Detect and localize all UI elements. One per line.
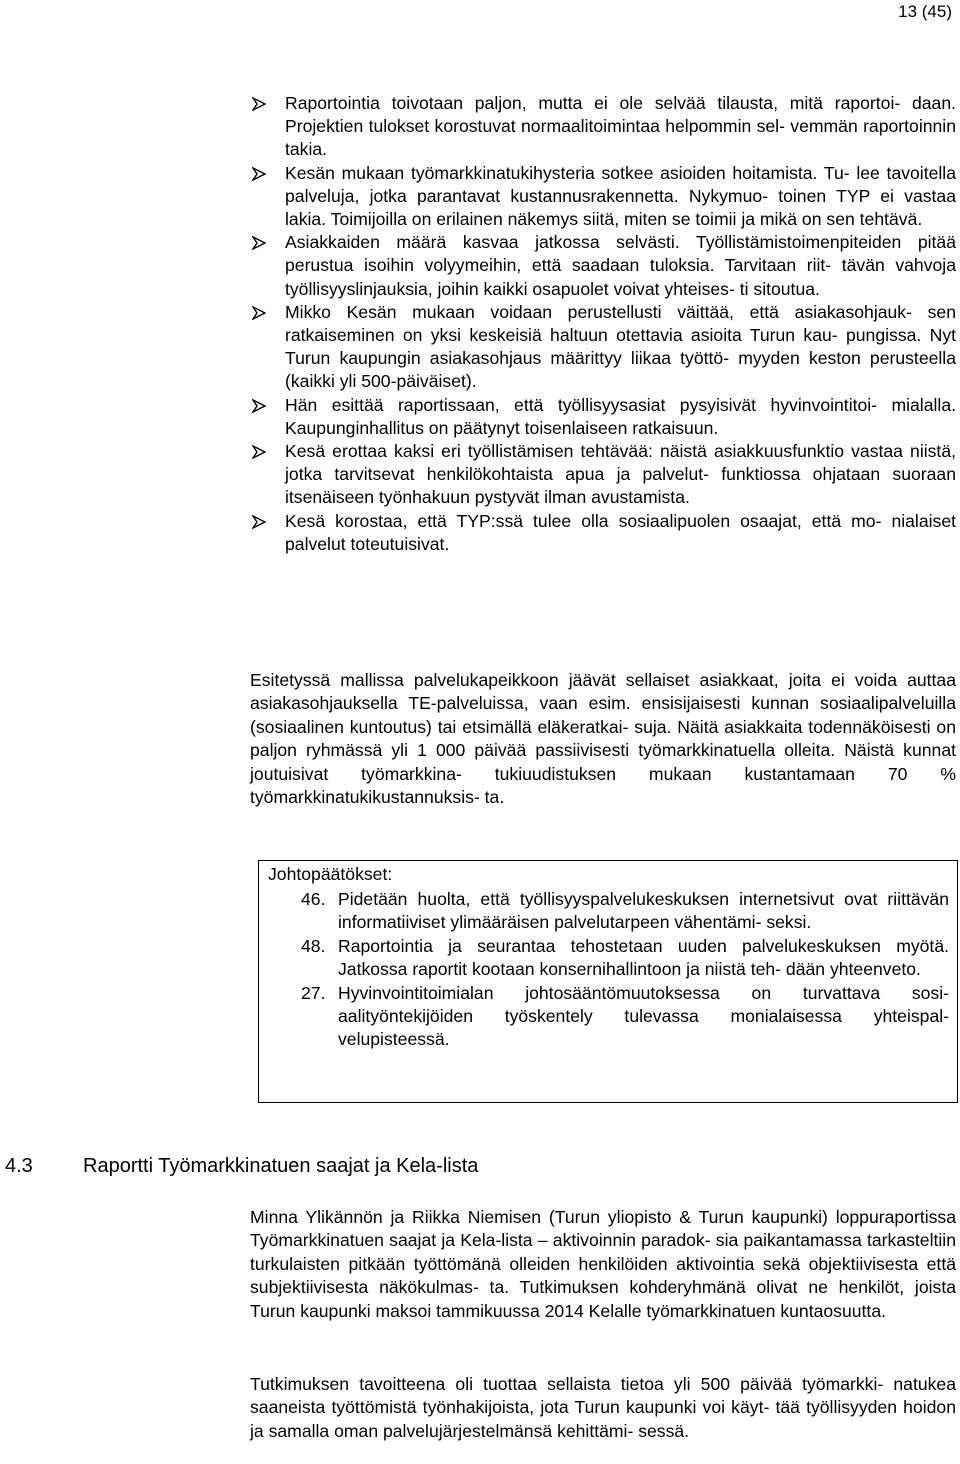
arrow-bullet-icon [252, 306, 266, 320]
conclusion-item [259, 982, 949, 1052]
section-number: 4.3 [5, 1155, 33, 1177]
bullet-item [250, 231, 956, 301]
arrow-bullet-icon [252, 236, 266, 250]
conclusion-number: 48. [301, 935, 326, 956]
bullet-item [250, 162, 956, 232]
page-number: 13 (45) [898, 2, 952, 21]
bullet-item [250, 440, 956, 510]
bullet-item [250, 301, 956, 394]
conclusion-item [259, 935, 949, 982]
bullet-text: Mikko Kesän mukaan voidaan perustellusti väittää, että asiakasohjauk- sen ratkaiseminen on yksi keskeisiä haltuun otettavia asioita Turun kau- pungissa. Nyt Turun kaupungin asiakasohjaus määrittyy liikaa työttö- myyden keston perusteella (kaikki yli 500-päiväiset). [285, 301, 956, 392]
bullet-text: Kesän mukaan työmarkkinatukihysteria sotkee asioiden hoitamista. Tu- lee tavoitella palveluja, jotka parantavat kustannusrakennetta. Nykymuo- toinen TYP ei vastaa lakia. Toimijoilla on erilainen näkemys siitä, miten se toimii ja mikä on sen tehtävä. [285, 162, 956, 230]
body-paragraph: Minna Ylikännön ja Riikka Niemisen (Turun yliopisto & Turun kaupunki) loppuraportissa Työmarkkinatuen saajat ja Kela-lista – aktivoinnin paradok- sia paikantamassa tarkasteltiin turkulaisten pitkään työttömänä olleiden henkilöiden aktivointia sekä objektiivisesta että subjektiivisesta näkökulmas- ta. Tutkimuksen kohderyhmänä olivat ne henkilöt, joista Turun kaupunki maksoi tammikuussa 2014 Kelalle työmarkkinatuen kuntaosuutta. [250, 1207, 956, 1321]
conclusion-number: 27. [301, 982, 326, 1003]
arrow-bullet-icon [252, 445, 266, 459]
bullet-text: Asiakkaiden määrä kasvaa jatkossa selvästi. Työllistämistoimenpiteiden pitää perustua isoihin volyymeihin, että saadaan tuloksia. Tarvitaan riit- tävän vahvoja työllisyyslinjauksia, joihin kaikki osapuolet voivat yhteises- ti sitoutua. [285, 232, 956, 299]
bullet-text: Raportointia toivotaan paljon, mutta ei ole selvää tilausta, mitä raportoi- daan. Projektien tulokset korostuvat normaalitoimintaa helpommin sel- vemmän raportoinnin takia. [285, 93, 956, 160]
section-heading [5, 1153, 905, 1179]
section-title: Raportti Työmarkkinatuen saajat ja Kela-lista [83, 1155, 479, 1177]
arrow-bullet-icon [252, 399, 266, 413]
conclusions-box [258, 860, 958, 1103]
body-paragraph: Tutkimuksen tavoitteena oli tuottaa sellaista tietoa yli 500 päivää työmarkki- natukea saaneista työttömistä työnhakijoista, jota Turun kaupunki voi käyt- tää työllisyyden hoidon ja samalla oman palvelujärjestelmänsä kehittämi- sessä. [250, 1374, 956, 1441]
bullet-text: Kesä erottaa kaksi eri työllistämisen tehtävää: näistä asiakkuusfunktio vastaa niistä, jotka tarvitsevat henkilökohtaista apua ja palvelut- funktiossa ohjataan suoraan itsenäiseen työnhakuun pystyvät ilman avustamista. [285, 441, 956, 508]
conclusion-text: Raportointia ja seurantaa tehostetaan uuden palvelukeskuksen myötä. Jatkossa raportit kootaan konsernihallintoon ja niistä teh- dään yhteenveto. [338, 935, 949, 980]
bullet-list [250, 92, 956, 556]
conclusions-title: Johtopäätökset: [268, 864, 393, 884]
conclusion-text: Hyvinvointitoimialan johtosääntömuutoksessa on turvattava sosi- aalityöntekijöiden työskentely tulevassa monialaisessa yhteispal- velupisteessä. [338, 982, 949, 1050]
conclusions-list [259, 888, 949, 1052]
conclusion-text: Pidetään huolta, että työllisyyspalvelukeskuksen internetsivut ovat riittävän informatiiviset ylimääräisen palvelutarpeen vähentämi- seksi. [338, 889, 949, 933]
arrow-bullet-icon [252, 97, 266, 111]
bullet-item [250, 510, 956, 556]
bullet-item [250, 92, 956, 162]
conclusion-number: 46. [301, 889, 326, 909]
bullet-text: Hän esittää raportissaan, että työllisyysasiat pysyisivät hyvinvointitoi- mialalla. Kaupunginhallitus on päätynyt toisenlaiseen ratkaisuun. [285, 394, 956, 438]
arrow-bullet-icon [252, 167, 266, 181]
body-paragraph: Esitetyssä mallissa palvelukapeikkoon jäävät sellaiset asiakkaat, joita ei voida auttaa asiakasohjauksella TE-palveluissa, vaan esim. ensisijaisesti kunnan sosiaalipalveluilla (sosiaalinen kuntoutus) tai etsimällä eläkeratkai- suja. Näitä asiakkaita todennäköisesti on paljon ryhmässä yli 1 000 päivää passiivisesti työmarkkinatuella olleita. Näistä kunnat joutuisivat työmarkkina- tukiuudistuksen mukaan kustantamaan 70 % työmarkkinatukikustannuksis- ta. [250, 670, 956, 808]
bullet-item [250, 394, 956, 440]
bullet-text: Kesä korostaa, että TYP:ssä tulee olla sosiaalipuolen osaajat, että mo- nialaiset palvelut toteutuisivat. [285, 510, 956, 554]
arrow-bullet-icon [252, 515, 266, 529]
conclusion-item [259, 888, 949, 935]
